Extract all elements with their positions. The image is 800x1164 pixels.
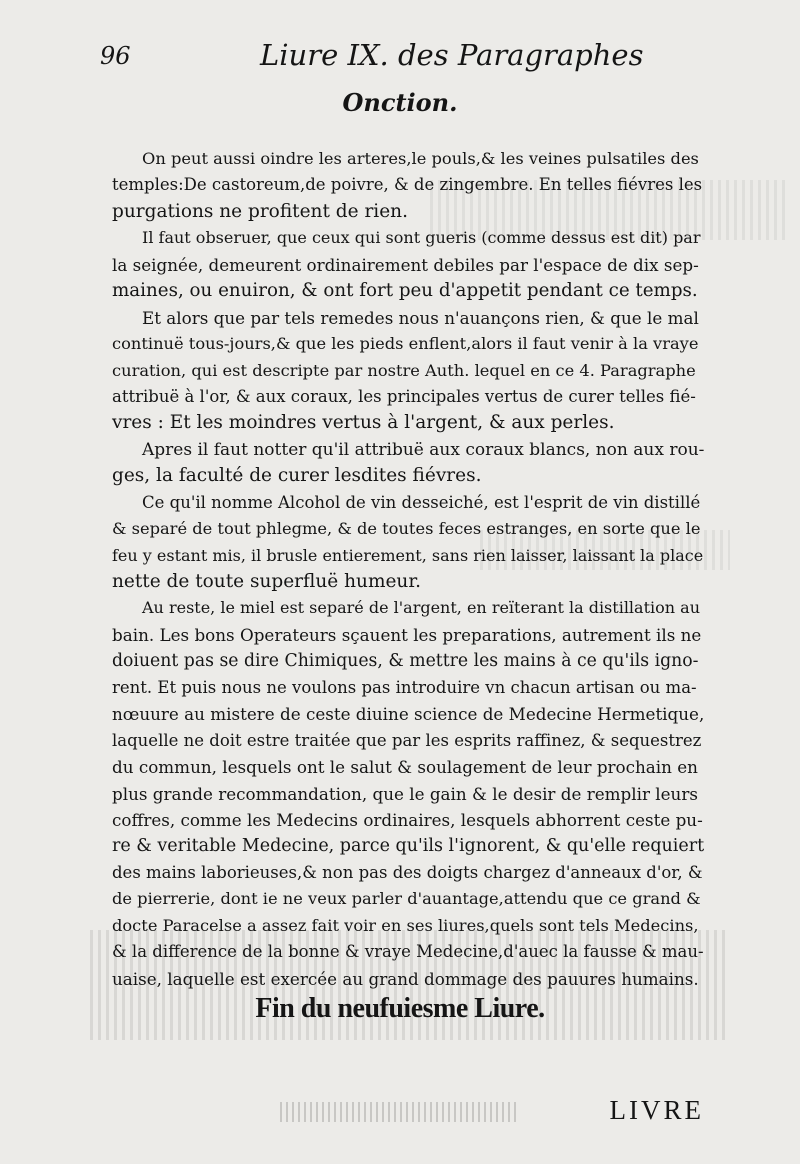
text-line: Ce qu'il nomme Alcohol de vin desseiché, est l'esprit de vin distillé [142, 492, 701, 512]
text-line: Il faut obseruer, que ceux qui sont gueris (comme dessus est dit) par [142, 228, 701, 248]
text-line: coffres, comme les Medecins ordinaires, lesquels abhorrent ceste pu- [112, 809, 703, 830]
text-line: plus grande recommandation, que le gain & le desir de remplir leurs [112, 783, 698, 804]
text-line: Au reste, le miel est separé de l'argent, en reïterant la distillation au [142, 598, 700, 618]
text-line: des mains laborieuses,& non pas des doigts chargez d'anneaux d'or, & [112, 862, 703, 882]
catchword: LIVRE [609, 1095, 704, 1125]
text-line: purgations ne profitent de rien. [112, 200, 408, 222]
text-line: du commun, lesquels ont le salut & soulagement de leur prochain en [112, 757, 698, 778]
text-line: & separé de tout phlegme, & de toutes feces estranges, en sorte que le [112, 519, 701, 539]
closing-line: Fin du neufuiesme Liure. [255, 993, 545, 1024]
page-number: 96 [100, 42, 131, 70]
text-line: doiuent pas se dire Chimiques, & mettre les mains à ce qu'ils igno- [112, 651, 699, 672]
text-line: temples:De castoreum,de poivre, & de zingembre. En telles fiévres les [112, 175, 703, 195]
page-header [100, 38, 700, 82]
text-line: uaise, laquelle est exercée au grand dommage des pauures humains. [112, 968, 699, 989]
text-line: de pierrerie, dont ie ne veux parler d'auantage,attendu que ce grand & [112, 889, 701, 909]
text-line: attribuë à l'or, & aux coraux, les principales vertus de curer telles fié- [112, 386, 696, 406]
text-line: laquelle ne doit estre traitée que par les esprits raffinez, & sequestrez [112, 730, 702, 750]
text-line: curation, qui est descripte par nostre Auth. lequel en ce 4. Paragraphe [112, 360, 696, 380]
text-line: Et alors que par tels remedes nous n'auançons rien, & que le mal [142, 307, 699, 328]
text-line: & la difference de la bonne & vraye Medecine,d'auec la fausse & mau- [112, 942, 704, 962]
text-line: bain. Les bons Operateurs sçauent les preparations, autrement ils ne [112, 624, 702, 645]
text-line: docte Paracelse a assez fait voir en ses liures,quels sont tels Medecins, [112, 915, 699, 935]
text-line: rent. Et puis nous ne voulons pas introduire vn chacun artisan ou ma- [112, 677, 697, 697]
text-line: continuë tous-jours,& que les pieds enflent,alors il faut venir à la vraye [112, 334, 699, 354]
text-line: la seignée, demeurent ordinairement debiles par l'espace de dix sep- [112, 254, 699, 275]
text-line: feu y estant mis, il brusle entierement, sans rien laisser, laissant la place [112, 545, 704, 565]
text-line: Apres il faut notter qu'il attribuë aux coraux blancs, non aux rou- [142, 439, 705, 460]
text-line: ges, la faculté de curer lesdites fiévres. [112, 465, 482, 487]
body-text [112, 146, 704, 992]
text-line: vres : Et les moindres vertus à l'argent, & aux perles. [112, 412, 615, 434]
faint-stamp-mark [280, 1102, 520, 1122]
text-line: re & veritable Medecine, parce qu'ils l'ignorent, & qu'elle requiert [112, 836, 705, 857]
running-head: Liure IX. des Paragraphes [260, 38, 644, 72]
text-line: On peut aussi oindre les arteres,le pouls,& les veines pulsatiles des [142, 149, 699, 168]
text-line: maines, ou enuiron, & ont fort peu d'appetit pendant ce temps. [112, 280, 698, 302]
text-line: nœuure au mistere de ceste diuine science de Medecine Hermetique, [112, 704, 705, 725]
text-line: nette de toute superfluë humeur. [112, 571, 422, 592]
section-title: Onction. [342, 88, 458, 117]
